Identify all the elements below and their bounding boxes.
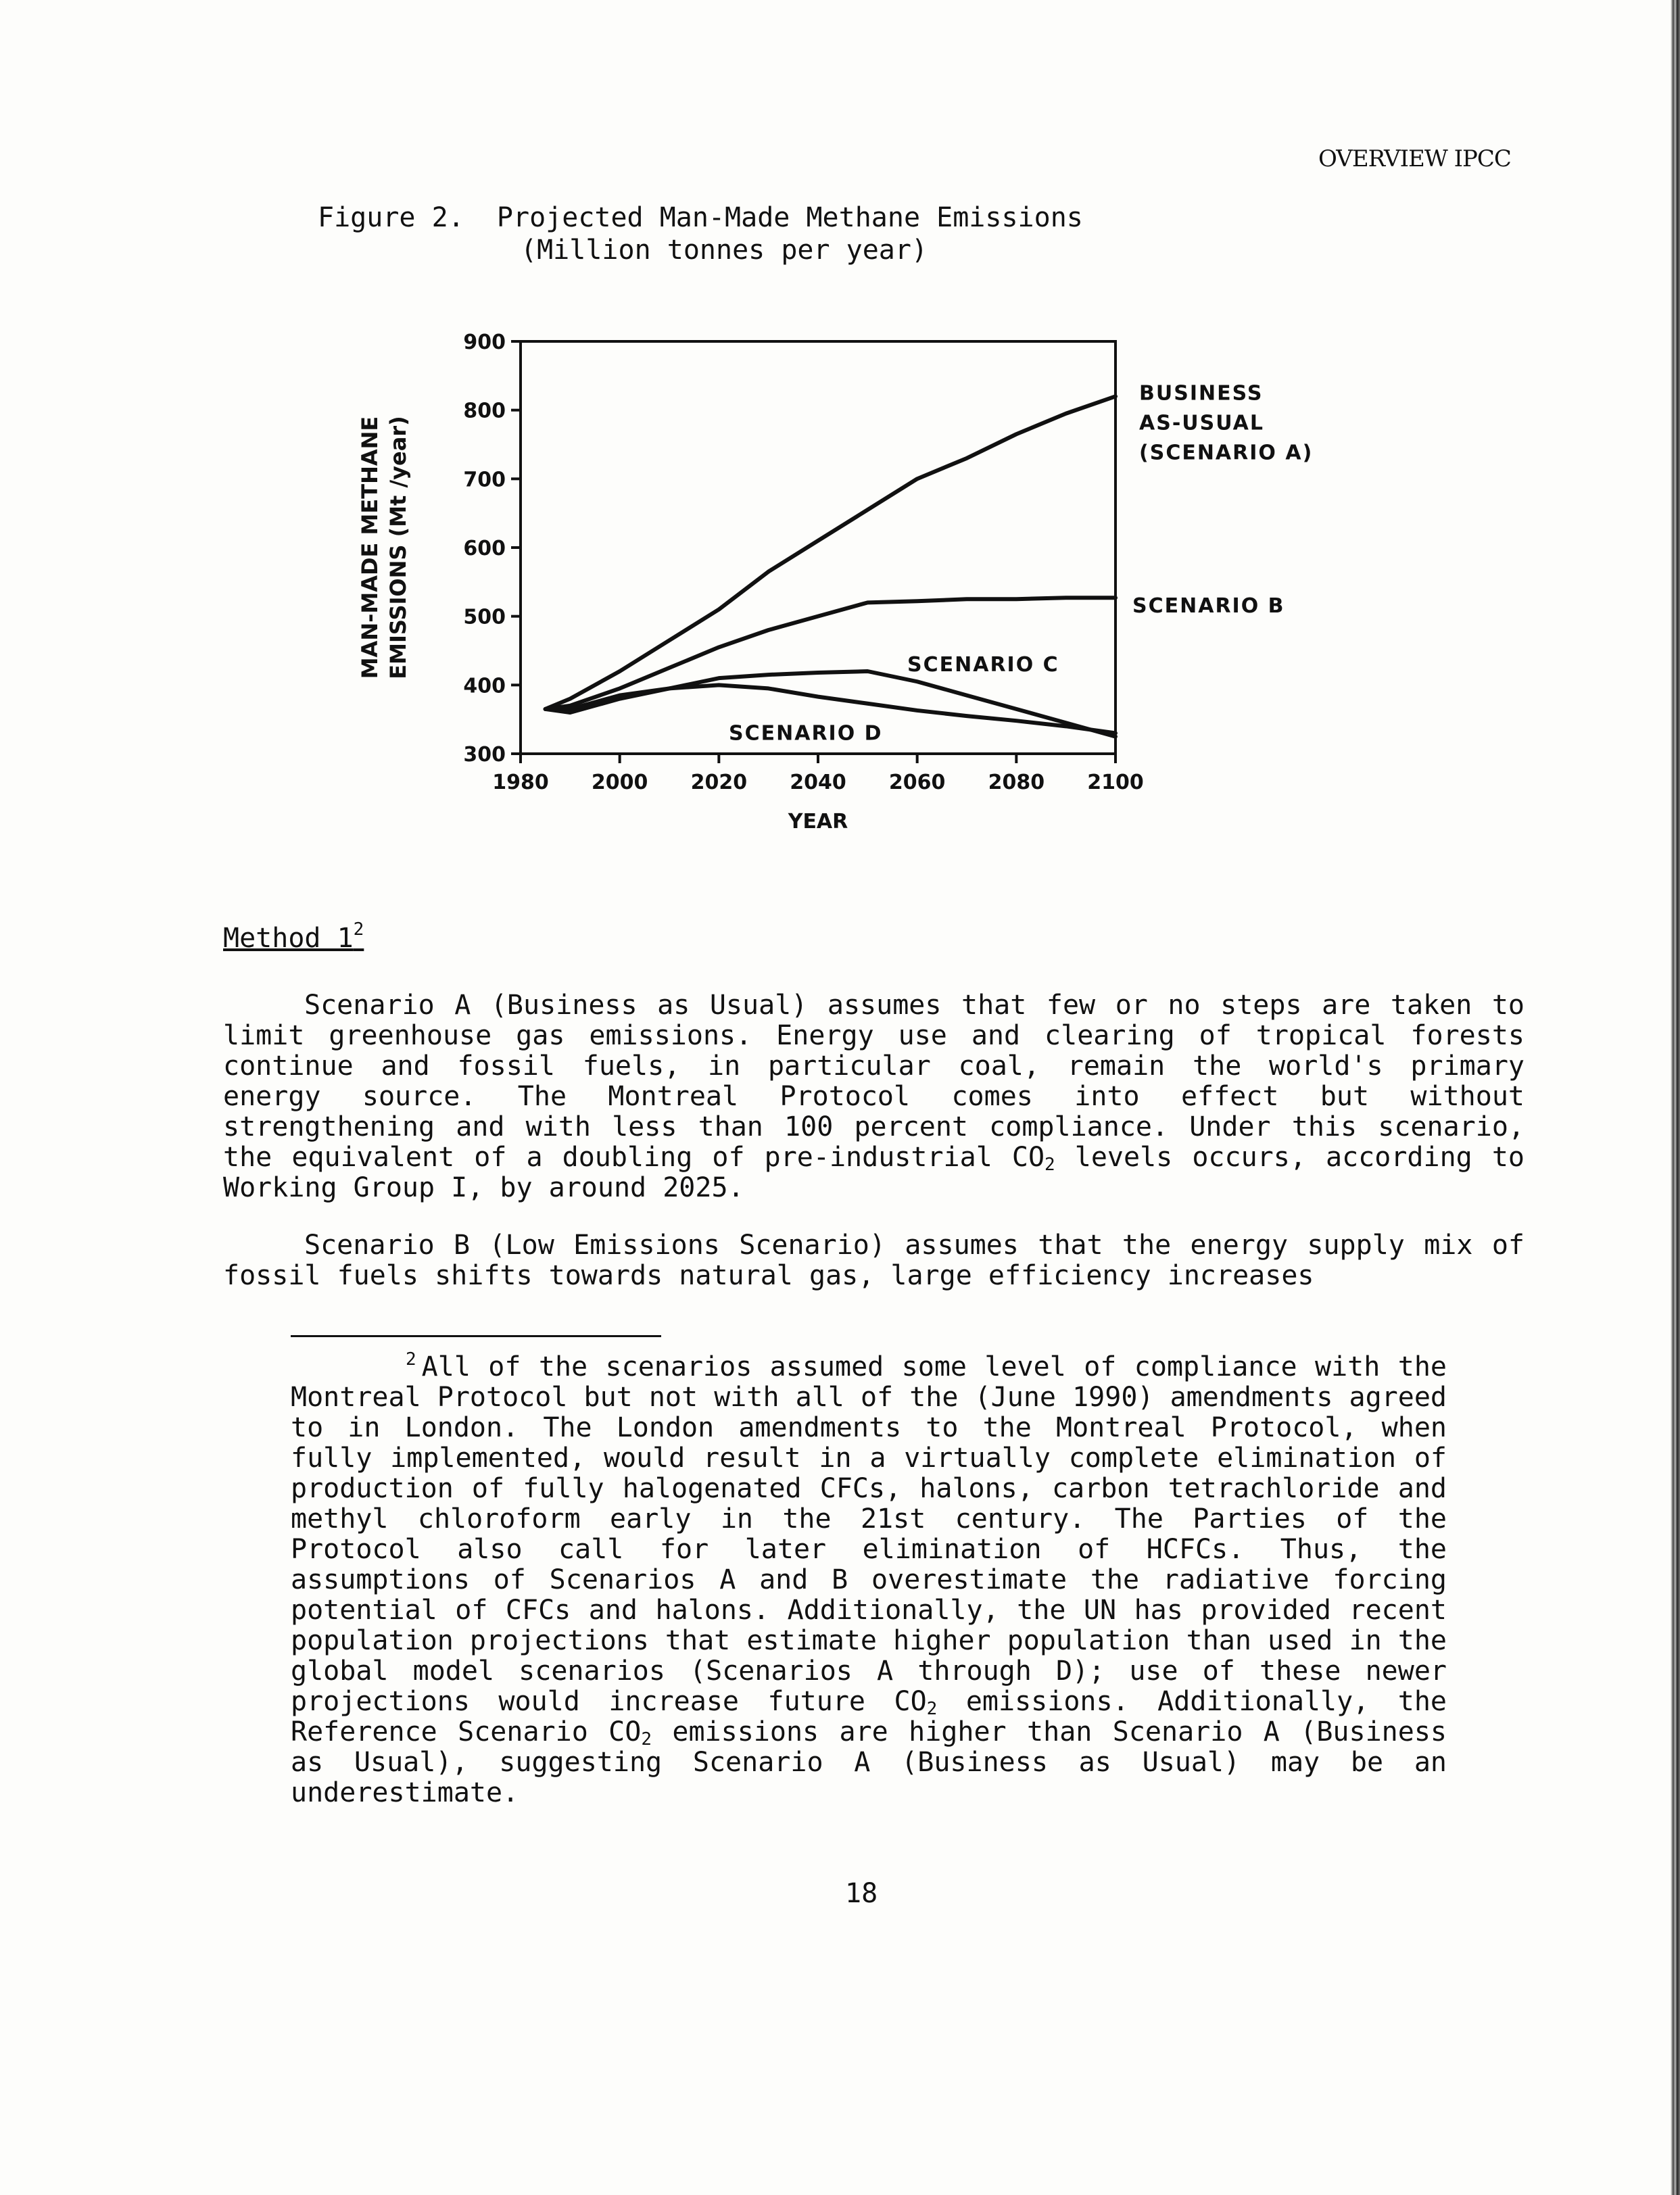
methane-emissions-chart xyxy=(338,311,1386,852)
section-heading-footnote-ref: 2 xyxy=(353,919,364,940)
section-heading xyxy=(223,919,364,954)
y-tick-label: 900 xyxy=(463,331,506,354)
y-tick-label: 400 xyxy=(463,674,506,698)
series-label-1: SCENARIO B xyxy=(1132,594,1285,619)
co2-subscript: 2 xyxy=(641,1729,652,1750)
x-tick-label: 2100 xyxy=(1087,771,1144,794)
x-tick-label: 2040 xyxy=(790,771,846,794)
co2-subscript: 2 xyxy=(1045,1155,1055,1175)
x-tick-label: 2020 xyxy=(690,771,748,794)
figure-caption-title: Figure 2. Projected Man-Made Methane Emissions xyxy=(318,202,1083,233)
series-label-0: (SCENARIO A) xyxy=(1139,441,1314,465)
footnote-text-3: emissions are higher than Scenario A (Business as Usual), suggesting Scenario A (Business as Usual) may be an underestimate. xyxy=(291,1716,1447,1808)
x-tick-label: 2060 xyxy=(888,771,946,794)
x-axis-title: YEAR xyxy=(788,810,848,834)
y-tick-label: 700 xyxy=(463,468,506,492)
scan-edge xyxy=(1671,0,1680,2195)
x-tick-label: 2000 xyxy=(591,771,648,794)
y-axis-title-line-2: EMISSIONS (Mt /year) xyxy=(385,416,411,679)
figure-caption xyxy=(318,201,1083,266)
paragraph-scenario-a-text-2: levels occurs, according to Working Group I, by around 2025. xyxy=(223,1142,1525,1203)
x-tick-label: 2080 xyxy=(988,771,1045,794)
series-label-2: SCENARIO C xyxy=(907,652,1059,677)
running-header: OVERVIEW IPCC xyxy=(1318,145,1511,172)
footnote xyxy=(291,1349,1447,1808)
series-label-0: AS-USUAL xyxy=(1139,411,1265,435)
paragraph-scenario-a-text-1: Scenario A (Business as Usual) assumes that few or no steps are taken to limit greenhouse gas emissions. Energy use and clearing of tropical forests continue and fossil fuels, in particular coal, remain the world's primary energy source. The Montreal Protocol comes into effect but without strengthening and with less than 100 percent compliance. Under this scenario, the equivalent of a doubling of pre-industrial CO xyxy=(223,990,1525,1173)
co2-subscript: 2 xyxy=(926,1699,938,1719)
y-axis-title-line-1: MAN-MADE METHANE xyxy=(357,416,383,679)
paragraph-scenario-b: Scenario B (Low Emissions Scenario) assumes that the energy supply mix of fossil fuels shifts towards natural gas, large efficiency increases xyxy=(223,1230,1525,1291)
page-number: 18 xyxy=(845,1878,878,1909)
y-tick-label: 300 xyxy=(463,743,506,767)
footnote-divider xyxy=(291,1335,661,1337)
series-label-0: BUSINESS xyxy=(1139,381,1264,406)
series-label-3: SCENARIO D xyxy=(729,721,883,746)
footnote-text-1: All of the scenarios assumed some level of compliance with the Montreal Protocol but not with all of the (June 1990) amendments agreed to in London. The London amendments to the Montreal Protocol, when fully implemented, would result in a virtually complete elimination of production of fully halogenated CFCs, halons, carbon tetrachloride and methyl chloroform early in the 21st century. The Parties of the Protocol also call for later elimination of HCFCs. Thus, the assumptions of Scenarios A and B overestimate the radiative forcing potential of CFCs and halons. Additionally, the UN has provided recent population projections that estimate higher population than used in the global model scenarios (Scenarios A through D); use of these newer projections would increase future CO xyxy=(291,1351,1447,1717)
y-tick-label: 600 xyxy=(463,537,506,560)
figure-caption-units: (Million tonnes per year) xyxy=(521,235,928,266)
footnote-text-2: emissions. Additionally, the Reference Scenario CO xyxy=(291,1686,1447,1747)
y-tick-label: 800 xyxy=(463,399,506,423)
paragraph-scenario-a xyxy=(223,990,1525,1203)
y-tick-label: 500 xyxy=(463,605,506,629)
x-tick-label: 1980 xyxy=(492,771,549,794)
section-heading-text: Method 1 xyxy=(223,923,354,954)
footnote-mark: 2 xyxy=(406,1349,416,1370)
